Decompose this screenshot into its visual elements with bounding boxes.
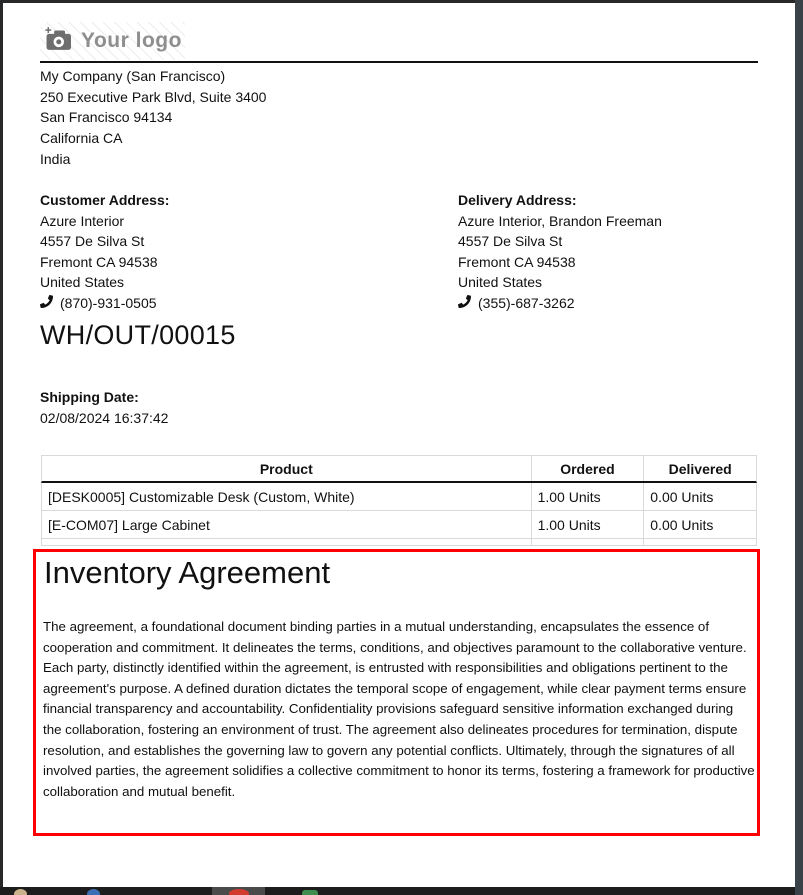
cell-ordered: 1.00 Units	[532, 483, 645, 510]
delivery-address-label: Delivery Address:	[458, 192, 577, 208]
column-header-delivered: Delivered	[668, 460, 732, 477]
table-header-row	[41, 455, 757, 483]
delivery-address-line: 4557 De Silva St	[458, 233, 563, 250]
document-number: WH/OUT/00015	[40, 320, 236, 350]
table-row	[41, 483, 757, 511]
shipping-date-block	[40, 387, 168, 429]
customer-address-label: Customer Address:	[40, 192, 170, 208]
cell-delivered: 0.00 Units	[650, 488, 714, 505]
column-header-ordered: Ordered	[532, 456, 645, 481]
taskbar-active-app-icon[interactable]	[229, 889, 249, 895]
window-border-left	[0, 0, 3, 895]
customer-address-line: Fremont CA 94538	[40, 253, 158, 270]
agreement-highlight-box	[33, 549, 760, 836]
delivery-address-line: Fremont CA 94538	[458, 253, 576, 270]
company-name: My Company (San Francisco)	[40, 68, 226, 84]
company-logo-placeholder	[40, 22, 185, 60]
customer-phone: (870)-931-0505	[60, 294, 157, 311]
taskbar-green-app-icon[interactable]	[302, 890, 318, 895]
shipping-date-label: Shipping Date:	[40, 389, 139, 405]
shipping-date-value: 02/08/2024 16:37:42	[40, 410, 169, 426]
company-address-line: San Francisco 94134	[40, 109, 173, 126]
product-table	[41, 455, 757, 546]
taskbar-user-icon[interactable]	[14, 889, 27, 895]
company-address-block	[40, 66, 266, 170]
customer-address-line: Azure Interior	[40, 212, 125, 229]
window-border-top	[0, 0, 803, 3]
customer-address-line: 4557 De Silva St	[40, 233, 145, 250]
cell-product: [DESK0005] Customizable Desk (Custom, White)	[42, 483, 532, 510]
cell-product: [E-COM07] Large Cabinet	[42, 511, 532, 538]
camera-plus-icon	[44, 27, 71, 55]
delivery-address-line: Azure Interior, Brandon Freeman	[458, 212, 662, 229]
scrollbar-track[interactable]	[795, 0, 803, 895]
delivery-phone: (355)-687-3262	[478, 294, 575, 311]
header-divider	[40, 61, 758, 63]
phone-icon	[40, 293, 53, 314]
customer-address-block	[40, 190, 169, 314]
taskbar-browser-icon[interactable]	[87, 889, 100, 895]
cell-delivered: 0.00 Units	[650, 516, 714, 533]
customer-address-line: United States	[40, 274, 125, 291]
delivery-address-block	[458, 190, 662, 314]
agreement-body-text: The agreement, a foundational document binding parties in a mutual understanding, encapsulates the essence of cooperation and commitment. It delineates the terms, conditions, and objectives paramount to the collaborative venture. Each party, distinctly identified within the agreement, is entrusted with responsibilities and obligations pertinent to the agreement's purpose. A defined duration dictates the temporal scope of engagement, while clear payment terms ensure financial transparency and accountability. Confidentiality provisions safeguard sensitive information exchanged during the collaboration, fostering an environment of trust. The agreement also delineates procedures for termination, dispute resolution, and establishes the governing law to govern any potential conflicts. Ultimately, through the signatures of all involved parties, the agreement solidifies a collective commitment to honor its terms, fostering a framework for productive collaboration and mutual benefit.	[43, 619, 755, 799]
table-row	[41, 511, 757, 539]
delivery-address-line: United States	[458, 274, 543, 291]
table-row-partial	[41, 539, 757, 546]
column-header-product: Product	[42, 456, 532, 481]
phone-icon	[458, 293, 471, 314]
agreement-title: Inventory Agreement	[44, 555, 331, 590]
cell-ordered: 1.00 Units	[532, 511, 645, 538]
taskbar[interactable]	[0, 887, 795, 895]
company-address-line: California CA	[40, 130, 123, 147]
logo-text: Your logo	[81, 29, 182, 52]
company-address-line: 250 Executive Park Blvd, Suite 3400	[40, 88, 267, 105]
company-address-line: India	[40, 150, 71, 167]
